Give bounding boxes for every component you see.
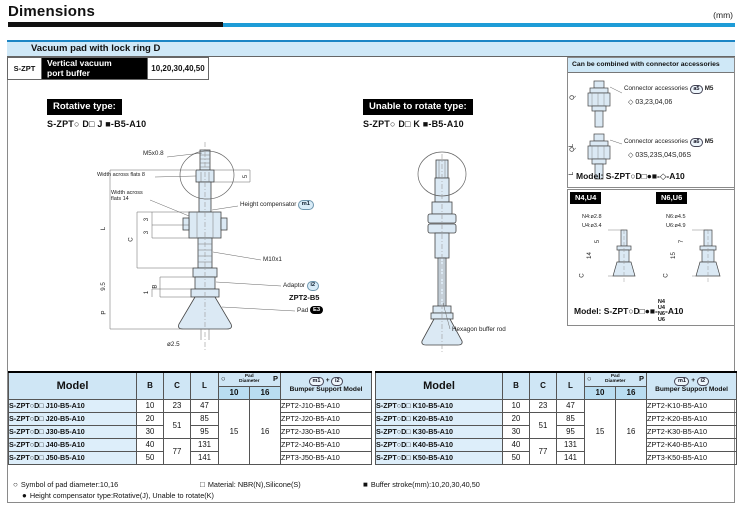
connector-panel-title: Can be combined with connector accessories: [568, 58, 734, 73]
bumper-cell: ZPT2-K30-B5-A10: [647, 425, 737, 438]
rotative-pad-figure: [55, 130, 355, 362]
model-cell: S-ZPT○D□ K30-B5-A10: [376, 425, 503, 438]
col-header-pad-diameter: ○ Pad Diameter P: [219, 372, 281, 386]
model-cell: S-ZPT○D□ J20-B5-A10: [9, 412, 137, 425]
l-cell: 131: [191, 438, 219, 451]
bumper-cell: ZPT2-K10-B5-A10: [647, 399, 737, 412]
u6-dia-label: U6:ø4.9: [666, 223, 686, 229]
connector1-dim-L: L: [568, 143, 576, 148]
c-cell: 51: [164, 412, 191, 438]
model-cell: S-ZPT○D□ K20-B5-A10: [376, 412, 503, 425]
unit-label: (mm): [713, 10, 733, 20]
l-cell: 85: [557, 412, 585, 425]
connector2-dim-Q: Q: [568, 147, 576, 152]
dim-9-5: 9.5: [99, 282, 107, 291]
l-cell: 141: [557, 451, 585, 464]
model-cell: S-ZPT○D□ K50-B5-A10: [376, 451, 503, 464]
i2-badge: i2: [331, 377, 343, 386]
l-cell: 95: [191, 425, 219, 438]
connector2-options: ◇ 03S,23S,04S,06S: [628, 152, 691, 159]
model-cell: S-ZPT○D□ J40-B5-A10: [9, 438, 137, 451]
non-rotative-model-code: S-ZPT○ D□ K ■-B5-A10: [363, 119, 464, 129]
product-label-row: [7, 57, 209, 80]
a6-badge: a6: [690, 138, 703, 147]
nipple-panel: [567, 189, 735, 326]
tab-n4u4: N4,U4: [570, 192, 601, 204]
n4u4-dim-5: 5: [594, 239, 602, 244]
c-cell: 23: [164, 399, 191, 412]
a5-badge: a5: [690, 85, 703, 94]
connector-figure-1: [580, 79, 620, 131]
bumper-cell: ZPT2-K20-B5-A10: [647, 412, 737, 425]
p10-cell: 15: [219, 399, 250, 464]
model-cell: S-ZPT○D□ J50-B5-A10: [9, 451, 137, 464]
l-cell: 47: [191, 399, 219, 412]
p10-cell: 15: [585, 399, 616, 464]
b-cell: 40: [137, 438, 164, 451]
connector-panel: [567, 57, 735, 188]
non-rotative-type-tag: Unable to rotate type:: [363, 99, 473, 115]
left-technical-drawing: [55, 130, 355, 362]
product-type-tag: Vertical vacuum port buffer: [42, 58, 148, 79]
series-label: S-ZPT: [8, 58, 42, 79]
model-cell: S-ZPT○D□ J10-B5-A10: [9, 399, 137, 412]
dim-C: C: [127, 237, 135, 242]
model-cell: S-ZPT○D□ J30-B5-A10: [9, 425, 137, 438]
connector-model-line: Model: S-ZPT○D□●■-◇-A10: [576, 171, 685, 181]
l-cell: 85: [191, 412, 219, 425]
dim-1: 1: [143, 290, 151, 295]
m1-badge: m1: [309, 377, 324, 386]
tab-n6u6: N6,U6: [656, 192, 687, 204]
l-cell: 47: [557, 399, 585, 412]
model-cell: S-ZPT○D□ K10-B5-A10: [376, 399, 503, 412]
dia25-label: ø2.5: [167, 341, 180, 348]
flats14-label: Width across flats 14: [111, 190, 143, 203]
bumper-cell: ZPT3-K50-B5-A10: [647, 451, 737, 464]
col-header-pad-diameter: ○ Pad Diameter P: [585, 372, 647, 386]
spec-table-non-rotative: [375, 371, 737, 465]
dim-L: L: [100, 226, 108, 231]
n6u6-dim-15: 15: [669, 252, 677, 259]
col-header-l: L: [557, 372, 585, 399]
b-cell: 20: [503, 412, 530, 425]
pad-label: Pad E3: [297, 306, 323, 314]
page-title: Dimensions: [8, 3, 96, 20]
nipple-model-line: Model: S-ZPT○D□●■-N4 U4 N6 U6-A10: [574, 299, 684, 323]
col-header-p: P: [639, 374, 645, 384]
b-cell: 50: [503, 451, 530, 464]
note-material: □ Material: NBR(N),Silicone(S): [200, 480, 301, 489]
rotative-type-tag: Rotative type:: [47, 99, 122, 115]
connector2-dim-L: L: [568, 171, 576, 176]
b-cell: 10: [503, 399, 530, 412]
middle-technical-drawing: [390, 148, 570, 360]
m10-thread-label: M10x1: [263, 256, 282, 263]
col-header-l: L: [191, 372, 219, 399]
bumper-cell: ZPT2-J20-B5-A10: [281, 412, 372, 425]
n6u6-dim-7: 7: [678, 239, 686, 244]
l-cell: 95: [557, 425, 585, 438]
m1-badge: m1: [674, 377, 689, 386]
note-pad-diameter: ○ Symbol of pad diameter:10,16: [13, 480, 119, 489]
bumper-cell: ZPT2-K40-B5-A10: [647, 438, 737, 451]
adaptor-label: Adaptor i2: [283, 281, 319, 291]
col-header-p: P: [273, 374, 279, 384]
e3-badge: E3: [310, 306, 323, 314]
note-buffer-stroke: ■ Buffer stroke(mm):10,20,30,40,50: [363, 480, 480, 489]
bumper-cell: ZPT2-J30-B5-A10: [281, 425, 372, 438]
section-title: Vacuum pad with lock ring D: [31, 43, 161, 54]
b-cell: 50: [137, 451, 164, 464]
l-cell: 131: [557, 438, 585, 451]
spec-table-rotative: [8, 371, 372, 465]
b-cell: 30: [137, 425, 164, 438]
col-header-bumper: m1 + i2 Bumper Support Model: [647, 372, 737, 399]
connector2-label: Connector accessories a6 M5: [624, 138, 714, 145]
col-header-model: Model: [9, 372, 137, 399]
stroke-sizes: 10,20,30,40,50: [151, 64, 205, 73]
p16-cell: 16: [250, 399, 281, 464]
model-cell: S-ZPT○D□ K40-B5-A10: [376, 438, 503, 451]
col-header-d10: 10: [585, 386, 616, 399]
p16-cell: 16: [616, 399, 647, 464]
col-header-c: C: [530, 372, 557, 399]
n6-dia-label: N6:ø4.5: [666, 214, 686, 220]
zpt2-b5-label: ZPT2-B5: [289, 293, 320, 302]
dim-P: P: [100, 310, 108, 315]
nipple-model-options: N4 U4 N6 U6: [657, 299, 665, 323]
bumper-cell: ZPT3-J50-B5-A10: [281, 451, 372, 464]
section-bar: [7, 40, 735, 57]
dim-3a: 3: [143, 217, 151, 222]
n4-dia-label: N4:ø2.8: [582, 214, 602, 220]
col-header-d10: 10: [219, 386, 250, 399]
m1-badge: m1: [298, 200, 313, 210]
rotative-model-code: S-ZPT○ D□ J ■-B5-A10: [47, 119, 147, 129]
n6u6-figure: [688, 230, 728, 285]
i2-badge: i2: [307, 281, 319, 291]
b-cell: 20: [137, 412, 164, 425]
col-header-bumper: m1 + i2 Bumper Support Model: [281, 372, 372, 399]
bumper-cell: ZPT2-J10-B5-A10: [281, 399, 372, 412]
i2-badge: i2: [697, 377, 709, 386]
b-cell: 30: [503, 425, 530, 438]
height-compensator-label: Height compensator m1: [240, 200, 314, 210]
hexagon-buffer-rod-label: Hexagon buffer rod: [452, 326, 506, 333]
col-header-d16: 16: [250, 386, 281, 399]
c-cell: 77: [164, 438, 191, 464]
title-rule-blue: [223, 23, 735, 27]
dim-3b: 3: [143, 230, 151, 235]
note-height-compensator: ● Height compensator type:Rotative(J), Unable to rotate(K): [22, 491, 214, 500]
connector1-dim-Q: Q: [568, 95, 576, 100]
col-header-model: Model: [376, 372, 503, 399]
dim-B: B: [151, 284, 159, 289]
bumper-cell: ZPT2-J40-B5-A10: [281, 438, 372, 451]
c-cell: 51: [530, 412, 557, 438]
dim-5: 5: [242, 174, 250, 179]
m5-thread-label: M5x0.8: [143, 150, 164, 157]
c-cell: 77: [530, 438, 557, 464]
col-header-c: C: [164, 372, 191, 399]
col-header-b: B: [137, 372, 164, 399]
u4-dia-label: U4:ø3.4: [582, 223, 602, 229]
b-cell: 10: [137, 399, 164, 412]
n4u4-dim-C: C: [578, 273, 586, 278]
n4u4-figure: [604, 230, 644, 285]
title-rule-black: [8, 22, 223, 27]
connector1-label: Connector accessories a5 M5: [624, 85, 714, 92]
b-cell: 40: [503, 438, 530, 451]
flats8-label: Width across flats 8: [97, 172, 145, 178]
n6u6-dim-C: C: [662, 273, 670, 278]
n4u4-dim-14: 14: [585, 252, 593, 259]
connector1-options: ◇ 03,23,04,06: [628, 99, 673, 106]
l-cell: 141: [191, 451, 219, 464]
col-header-d16: 16: [616, 386, 647, 399]
c-cell: 23: [530, 399, 557, 412]
col-header-b: B: [503, 372, 530, 399]
